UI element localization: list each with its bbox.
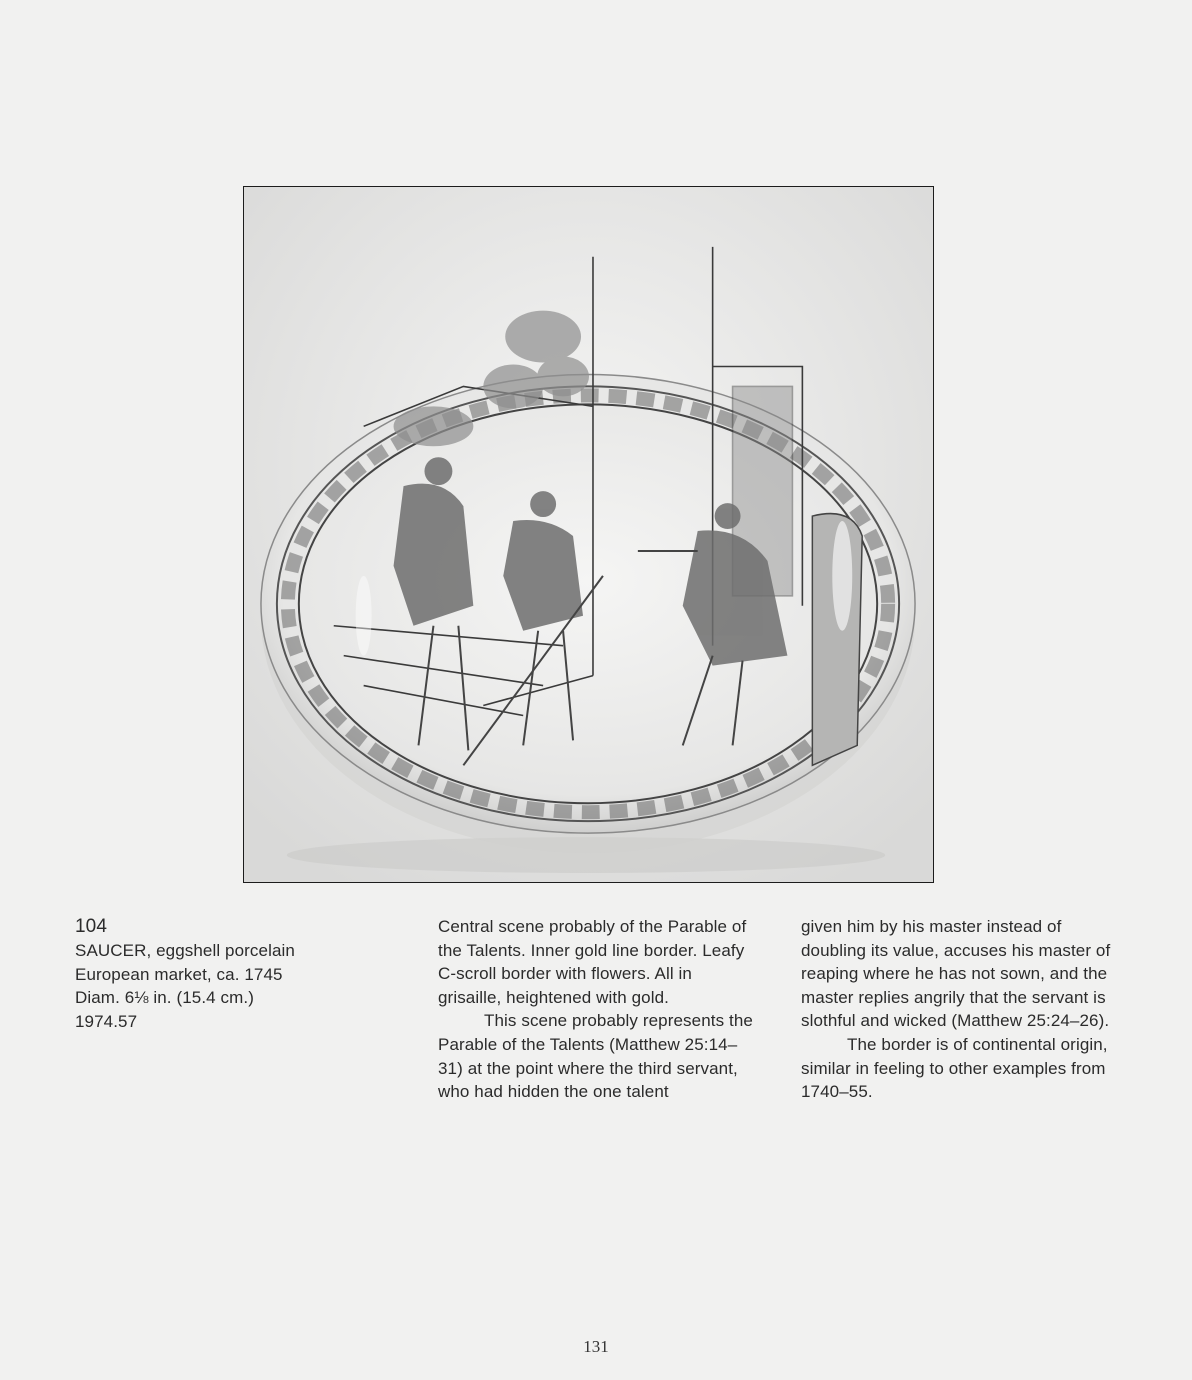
page-number: 131 <box>583 1337 609 1356</box>
description-paragraph: Central scene probably of the Parable of the Talents. Inner gold line border. Leafy C-scroll border with flowers. All in grisaille, heightened with gold. <box>438 917 747 1007</box>
description-paragraph: The border is of continental origin, similar in feeling to other examples from 1740–55. <box>801 1034 1108 1102</box>
saucer-illustration <box>244 187 933 882</box>
description-column-1 <box>438 915 758 1104</box>
object-dimensions: Diam. 6⅛ in. (15.4 cm.) <box>75 988 254 1008</box>
catalogue-number: 104 <box>75 916 108 937</box>
description-column-2 <box>801 915 1111 1104</box>
saucer-photograph <box>243 186 934 883</box>
accession-number: 1974.57 <box>75 1011 138 1031</box>
object-market: European market, ca. 1745 <box>75 964 283 984</box>
caption-column <box>75 915 375 1033</box>
description-paragraph: This scene probably represents the Parable of the Talents (Matthew 25:14–31) at the point where the third servant, who had hidden the one talent <box>438 1011 753 1102</box>
description-paragraph: given him by his master instead of doubling its value, accuses his master of reaping where he has not sown, and the master replies angrily that the servant is slothful and wicked (Matthew 25:24–26). <box>801 917 1111 1031</box>
object-title: SAUCER, eggshell porcelain <box>75 941 295 960</box>
